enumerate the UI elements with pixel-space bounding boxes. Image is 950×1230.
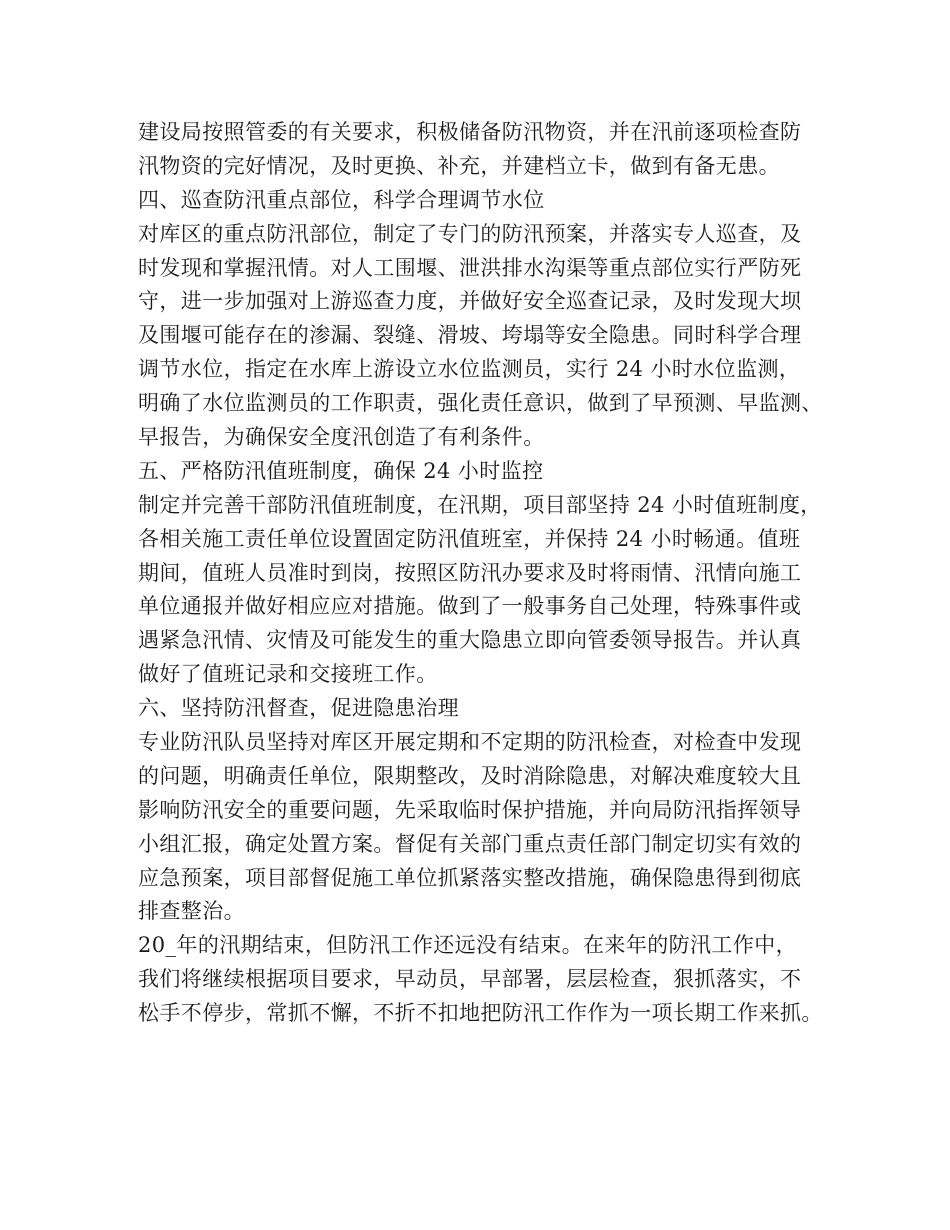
text-line: 做好了值班记录和交接班工作。 [138, 662, 438, 687]
text-line: 的问题，明确责任单位，限期整改，及时消除隐患，对解决难度较大且 [138, 763, 802, 788]
text-line: 各相关施工责任单位设置固定防汛值班室，并保持 24 小时畅通。值班 [138, 526, 801, 551]
section-heading: 六、坚持防汛督查，促进隐患治理 [138, 696, 459, 721]
text-line: 及围堰可能存在的渗漏、裂缝、滑坡、垮塌等安全隐患。同时科学合理 [138, 323, 802, 348]
text-line: 早报告，为确保安全度汛创造了有利条件。 [138, 425, 545, 450]
text-line: 建设局按照管委的有关要求，积极储备防汛物资，并在汛前逐项检查防 [138, 120, 802, 144]
text-line: 时发现和掌握汛情。对人工围堰、泄洪排水沟渠等重点部位实行严防死 [138, 255, 802, 280]
text-line: 排查整治。 [138, 899, 245, 924]
text-line: 守，进一步加强对上游巡查力度，并做好安全巡查记录，及时发现大坝 [138, 289, 802, 314]
text-line: 松手不停步，常抓不懈，不折不扣地把防汛工作作为一项长期工作来抓。 [138, 1001, 823, 1026]
text-line: 汛物资的完好情况，及时更换、补充，并建档立卡，做到有备无患。 [138, 153, 780, 178]
text-line: 遇紧急汛情、灾情及可能发生的重大隐患立即向管委领导报告。并认真 [138, 628, 802, 653]
text-line: 明确了水位监测员的工作职责，强化责任意识，做到了早预测、早监测、 [138, 391, 823, 416]
text-line: 期间，值班人员准时到岗，按照区防汛办要求及时将雨情、汛情向施工 [138, 560, 802, 585]
text-line: 我们将继续根据项目要求，早动员，早部署，层层检查，狠抓落实，不 [138, 967, 802, 992]
text-line: 20_年的汛期结束，但防汛工作还远没有结束。在来年的防汛工作中， [138, 933, 798, 958]
text-line: 小组汇报，确定处置方案。督促有关部门重点责任部门制定切实有效的 [138, 831, 802, 856]
text-line: 专业防汛队员坚持对库区开展定期和不定期的防汛检查，对检查中发现 [138, 730, 802, 755]
section-heading: 四、巡查防汛重点部位，科学合理调节水位 [138, 187, 545, 212]
text-line: 影响防汛安全的重要问题，先采取临时保护措施，并向局防汛指挥领导 [138, 797, 802, 822]
text-line: 对库区的重点防汛部位，制定了专门的防汛预案，并落实专人巡查，及 [138, 221, 802, 246]
text-line: 制定并完善干部防汛值班制度，在汛期，项目部坚持 24 小时值班制度， [138, 492, 822, 517]
section-heading: 五、严格防汛值班制度，确保 24 小时监控 [138, 458, 544, 483]
text-line: 单位通报并做好相应应对措施。做到了一般事务自己处理，特殊事件或 [138, 594, 802, 619]
document-body [138, 116, 838, 1031]
text-line: 应急预案，项目部督促施工单位抓紧落实整改措施，确保隐患得到彻底 [138, 865, 802, 890]
text-line: 调节水位，指定在水库上游设立水位监测员，实行 24 小时水位监测， [138, 357, 801, 382]
